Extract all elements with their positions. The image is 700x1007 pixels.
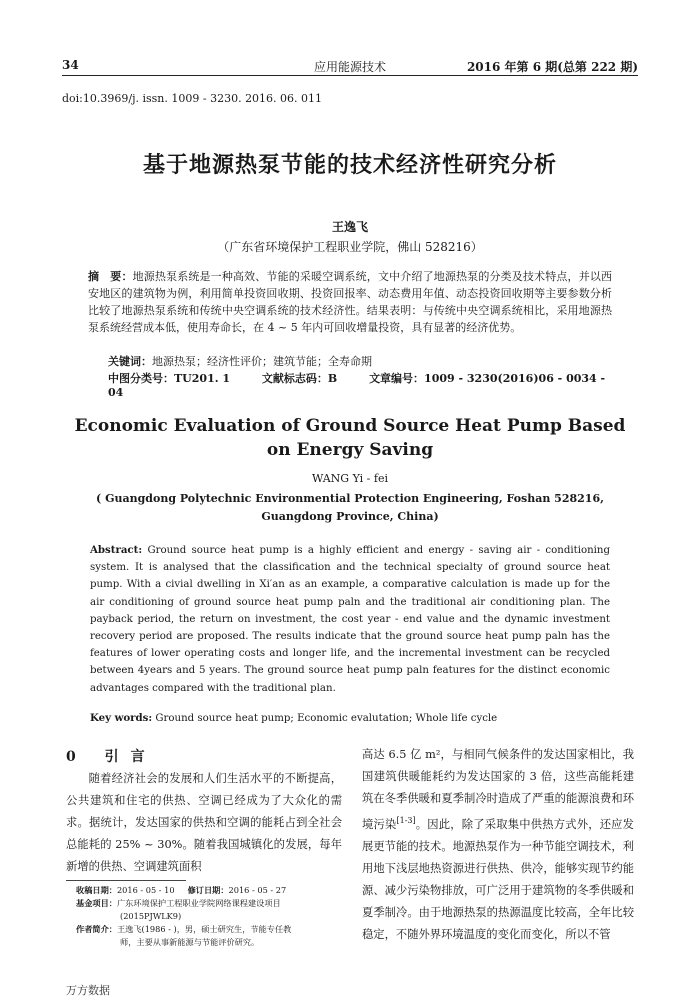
- bio-label: 作者简介：: [76, 924, 117, 934]
- revised-date: 2016 - 05 - 27: [228, 885, 287, 895]
- received-label: 收稿日期：: [76, 885, 117, 895]
- keywords-text-en: Ground source heat pump; Economic evalutation; Whole life cycle: [152, 713, 498, 724]
- abstract-english: [90, 542, 610, 697]
- author-chinese: 王逸飞: [331, 220, 368, 234]
- classification-line: [108, 370, 608, 399]
- affiliation-english-line2: Guangdong Province, China): [261, 510, 439, 523]
- footnote-bio: [76, 923, 346, 936]
- affiliation-english-line1: ( Guangdong Polytechnic Environmential Protection Engineering, Foshan 528216,: [96, 492, 604, 505]
- doi: doi:10.3969/j. issn. 1009 - 3230. 2016. 06. 011: [62, 92, 323, 105]
- article-number: 文章编号：1009 - 3230(2016)06 - 0034 - 04: [108, 372, 606, 399]
- footnote-fund: [76, 897, 346, 910]
- keywords-label-cn: 关键词：: [108, 355, 152, 368]
- section-number: 0: [66, 749, 88, 765]
- journal-name: 应用能源技术: [313, 60, 386, 74]
- running-header: [62, 56, 638, 76]
- affiliation-english: [0, 490, 700, 526]
- page-number: 34: [62, 58, 79, 72]
- abstract-chinese: [88, 268, 612, 336]
- footnote-divider: [66, 880, 186, 881]
- body-text-left-column: 随着经济社会的发展和人们生活水平的不断提高，公共建筑和住宅的供热、空调已经成为了大众化的需求。据统计，发达国家的供热和空调的能耗占到全社会总能耗的 25% ~ 30%。随着我国城镇化的发展，每年新增的供热、空调建筑面积: [66, 772, 342, 873]
- keywords-label-en: Key words:: [90, 712, 153, 724]
- abstract-label-en: Abstract:: [90, 544, 143, 556]
- title-chinese: 基于地源热泵节能的技术经济性研究分析: [142, 152, 557, 178]
- abstract-text-cn: 地源热泵系统是一种高效、节能的采暖空调系统，文中介绍了地源热泵的分类及技术特点，并以西安地区的建筑物为例，利用简单投资回收期、投资回报率、动态费用年值、动态投资回收期等主要参数分析比较了地源热泵系统和传统中央空调系统的技术经济性。结果表明：与传统中央空调系统相比，采用地源热泵系统经营成本低，使用寿命长，在 4 ~ 5 年内可回收增量投资，具有显著的经济优势。: [88, 270, 612, 334]
- section-heading: [66, 746, 157, 766]
- received-date: 2016 - 05 - 10: [116, 885, 175, 895]
- footnote: [76, 884, 346, 949]
- issue-info: 2016 年第 6 期(总第 222 期): [466, 60, 638, 74]
- keywords-english: [90, 712, 497, 724]
- keywords-chinese: [108, 353, 372, 369]
- revised-label: 修订日期：: [187, 885, 229, 895]
- fund-text: 广东环境保护工程职业学院网络课程建设项目: [116, 898, 281, 908]
- citation: [1-3]: [396, 816, 416, 825]
- bio-text: 王逸飞(1986 - )，男，硕士研究生，节能专任教: [116, 924, 292, 934]
- clc-number: 中图分类号：TU201. 1: [108, 372, 231, 385]
- body-text-right-column: [362, 744, 634, 946]
- fund-label: 基金项目：: [76, 898, 117, 908]
- body-text-right-part1: 高达 6.5 亿 m²，与相同气候条件的发达国家相比，我国建筑供暖能耗约为发达国家的 3 倍，这些高能耗建筑在冬季供暖和夏季制冷时造成了严重的能源浪费和环境污染: [362, 748, 634, 831]
- bio-text-continued: 师，主要从事新能源与节能评价研究。: [120, 937, 260, 947]
- body-text-right-part2: 。因此，除了采取集中供热方式外，还应发展更节能的技术。地源热泵作为一种节能空调技术，利用地下浅层地热资源进行供热、供冷，能够实现节约能源、减少污染物排放，可广泛用于建筑物的冬季供暖和夏季制冷。由于地源热泵的热源温度比较高，全年比较稳定，不随外界环境温度的变化而变化，所以不管: [362, 817, 634, 941]
- footnote-dates: [76, 884, 346, 897]
- title-english-line2: on Energy Saving: [266, 440, 434, 460]
- document-code: 文献标志码：B: [261, 372, 338, 385]
- fund-code: (2015PJWLK9): [120, 911, 182, 921]
- author-english: WANG Yi - fei: [311, 472, 388, 485]
- section-title: 引言: [104, 749, 157, 765]
- abstract-label-cn: 摘 要：: [88, 270, 133, 283]
- abstract-text-en: Ground source heat pump is a highly efficient and energy - saving air - conditioning system. It is analysed that the classification and the technical specialty of ground source heat pump. With a civial dwelling in Xi′an as an example, a comparative calculation is made up for the air conditioning of ground source heat pump paln and the traditional air conditioning plan. The payback period, the return on investment, the cost year - end value and the dynamic investment recovery period are proposed. The results indicate that the ground source heat pump paln has the features of lower operating costs and longer life, and the incremental investment can be recycled between 4years and 5 years. The ground source heat pump paln features for the distinct economic advantages compared with the traditional plan.: [90, 545, 610, 694]
- watermark: 万方数据: [66, 984, 110, 997]
- title-english: [0, 414, 700, 462]
- keywords-text-cn: 地源热泵；经济性评价；建筑节能；全寿命期: [152, 355, 372, 368]
- title-english-line1: Economic Evaluation of Ground Source Heat Pump Based: [74, 416, 626, 436]
- affiliation-chinese: （广东省环境保护工程职业学院，佛山 528216）: [217, 240, 483, 254]
